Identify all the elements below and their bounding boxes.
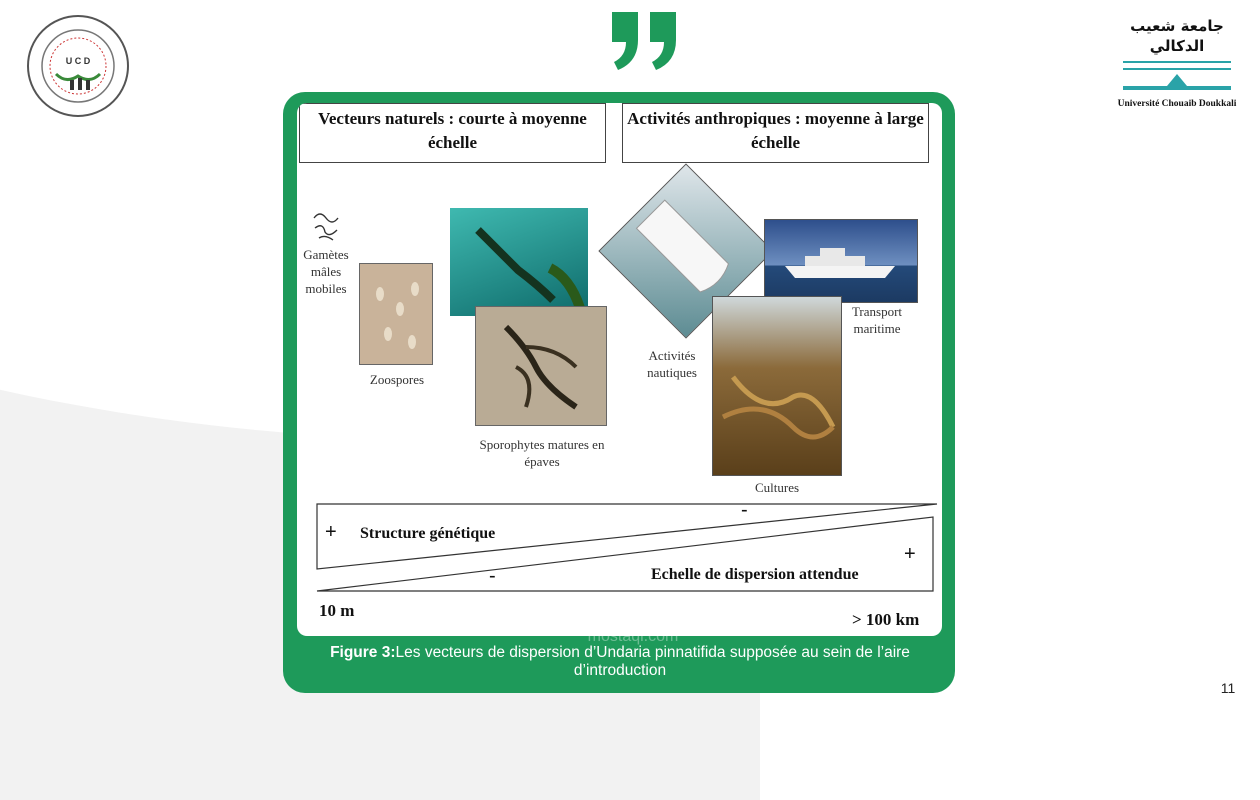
label-genetic-structure: Structure génétique: [360, 525, 496, 542]
caption-text: Les vecteurs de dispersion d’Undaria pinnatifida supposée au sein de l’aire d’introduction: [395, 644, 910, 679]
header-box-anthropic: Activités anthropiques : moyenne à large échelle: [622, 103, 929, 163]
dispersion-scale-diagram: [297, 499, 942, 599]
gamete-sketch-icon: [309, 208, 343, 244]
cultures-photo: [712, 296, 842, 476]
label-zoospores: Zoospores: [369, 372, 425, 387]
dispersion-minus-sign: -: [489, 565, 496, 587]
label-transport: Transport maritime: [851, 304, 903, 336]
watermark: mostaql.com: [587, 628, 679, 645]
university-logo: [1112, 16, 1242, 109]
label-sporophytes: Sporophytes matures en épaves: [479, 437, 605, 469]
zoospores-photo: [359, 263, 433, 365]
university-name-french: Université Chouaib Doukkali: [1117, 99, 1237, 109]
scale-min-label: 10 m: [319, 601, 355, 620]
page-number: 11: [1196, 668, 1260, 709]
sporophytes-photo: [475, 306, 607, 426]
svg-text:U C D: U C D: [65, 56, 91, 66]
faculty-seal-logo: [26, 14, 130, 118]
label-gametes: Gamètes mâles mobiles: [303, 247, 349, 296]
university-logo-icon: [1117, 56, 1237, 92]
figure-caption: [300, 644, 940, 680]
quote-mark-icon: [606, 6, 686, 76]
label-nautical: Activités nautiques: [647, 348, 697, 380]
dispersion-plus-sign: +: [904, 543, 916, 565]
caption-prefix: Figure 3:: [330, 644, 396, 661]
figure-image: [297, 103, 942, 636]
underwater-algae-photo: [450, 208, 588, 316]
label-cultures: Cultures: [754, 480, 800, 495]
label-dispersion-scale: Echelle de dispersion attendue: [651, 566, 859, 583]
header-box-natural: Vecteurs naturels : courte à moyenne échelle: [299, 103, 606, 163]
university-name-arabic: جامعة شعيب الدكالي: [1130, 17, 1224, 55]
scale-max-label: > 100 km: [852, 610, 920, 629]
maritime-transport-photo: [764, 219, 918, 303]
genetic-minus-sign: -: [741, 499, 748, 521]
genetic-plus-sign: +: [325, 521, 337, 543]
